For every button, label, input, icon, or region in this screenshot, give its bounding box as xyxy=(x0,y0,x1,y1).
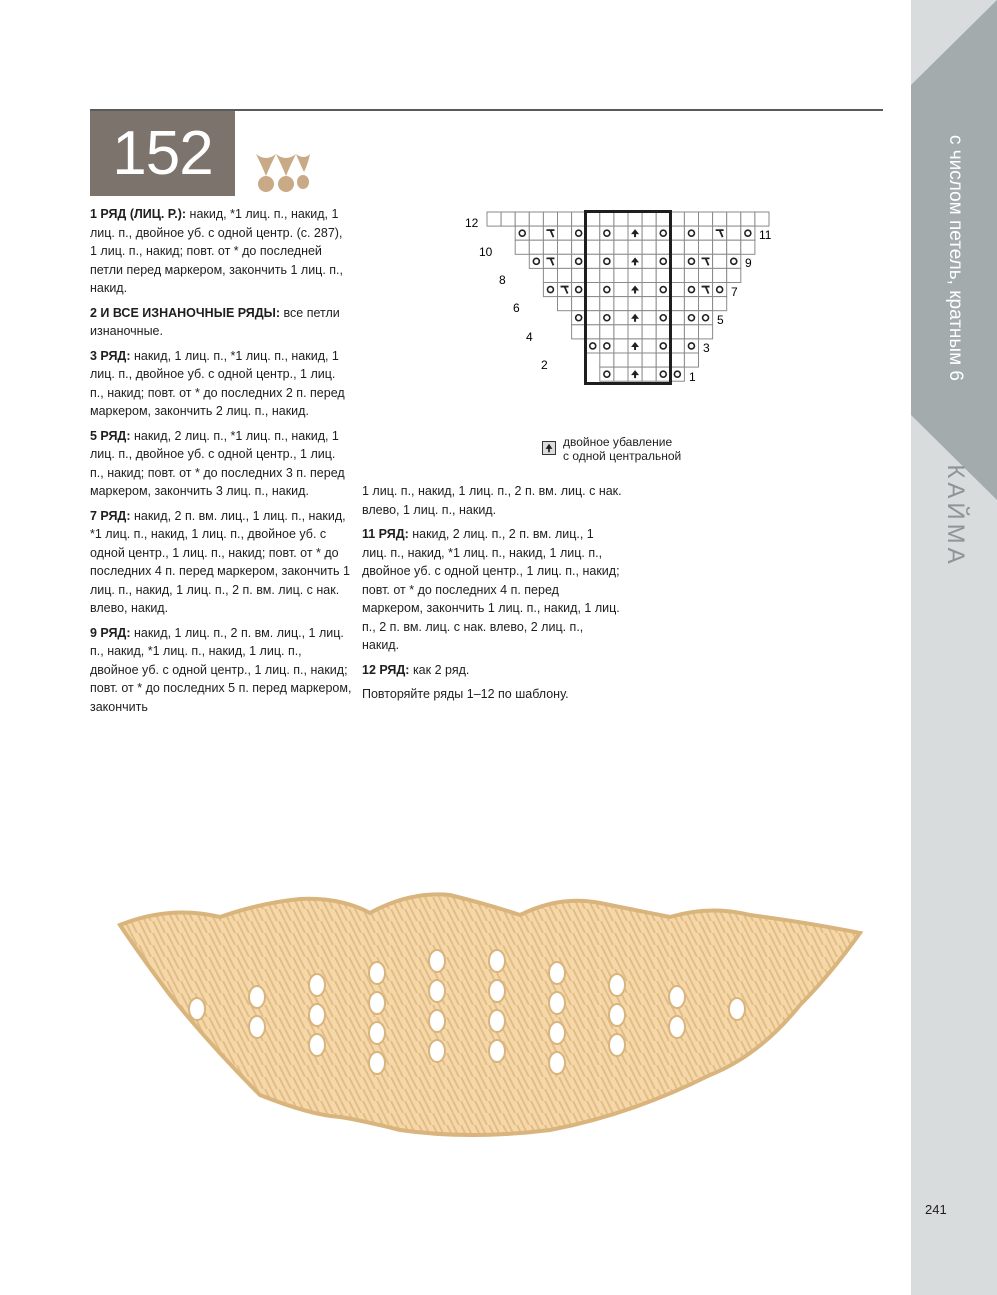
chart-cell xyxy=(487,212,501,226)
row-label-2: 2 xyxy=(541,358,548,372)
row-label-3: 3 xyxy=(703,341,710,355)
chart-cell xyxy=(684,325,698,339)
row-label-11: 11 xyxy=(759,228,772,242)
chart-cell xyxy=(600,311,614,325)
chart-cell xyxy=(572,311,586,325)
row-label-9: 9 xyxy=(745,256,752,270)
chart-cell xyxy=(614,311,628,325)
eyelet-hole xyxy=(249,986,265,1008)
instructions-right-column xyxy=(362,482,622,710)
chart-cell xyxy=(727,268,741,282)
chart-cell xyxy=(600,339,614,353)
chart-cell xyxy=(614,297,628,311)
chart-cell xyxy=(656,297,670,311)
chart-cell xyxy=(670,311,684,325)
chart-cell xyxy=(642,325,656,339)
chart-cell xyxy=(572,325,586,339)
instruction-row-5: 5 РЯД: накид, 2 лиц. п., *1 лиц. п., накид, 1 лиц. п., двойное уб. с одной центр., 1 лиц. п., накид; повт. от * до последних 3 п. перед маркером, закончить 3 лиц. п., накид. xyxy=(90,428,345,498)
eyelet-hole xyxy=(309,1004,325,1026)
chart-cell xyxy=(614,339,628,353)
eyelet-hole xyxy=(369,1052,385,1074)
chart-cell xyxy=(600,325,614,339)
chart-cell xyxy=(529,254,543,268)
chart-cell xyxy=(670,297,684,311)
chapter-subtitle: с числом петель, кратным 6 xyxy=(945,135,966,381)
chart-cell xyxy=(670,212,684,226)
row-label-4: 4 xyxy=(526,330,533,344)
pattern-number: 152 xyxy=(90,111,235,196)
instruction-row-7: 7 РЯД: накид, 2 п. вм. лиц., 1 лиц. п., накид, *1 лиц. п., накид, 1 лиц. п., двойное уб. с одной центр., 1 лиц. п., накид; повт. от * до последних 4 п. перед маркером, закончить 1 лиц. п., накид, 1 лиц. п., 2 п. вм. лиц. с нак. влево, накид. xyxy=(90,508,350,615)
eyelet-hole xyxy=(489,950,505,972)
eyelet-hole xyxy=(309,974,325,996)
row-label-8: 8 xyxy=(499,273,506,287)
chart-cell xyxy=(642,226,656,240)
chart-cell xyxy=(628,353,642,367)
instruction-row-12: 12 РЯД: как 2 ряд. xyxy=(362,662,470,677)
chart-cell xyxy=(614,254,628,268)
chart-cell xyxy=(656,325,670,339)
chart-cell xyxy=(699,297,713,311)
chart-cell xyxy=(642,311,656,325)
chart-cell xyxy=(670,283,684,297)
chart-cell xyxy=(529,226,543,240)
chart-cell xyxy=(501,212,515,226)
instruction-repeat: Повторяйте ряды 1–12 по шаблону. xyxy=(362,687,569,701)
chart-cell xyxy=(558,268,572,282)
instruction-row-9-cont: 1 лиц. п., накид, 1 лиц. п., 2 п. вм. лиц. с нак. влево, 1 лиц. п., накид. xyxy=(362,484,622,517)
chart-cell xyxy=(558,212,572,226)
chart-cell xyxy=(558,283,572,297)
chart-cell xyxy=(543,283,557,297)
chart-cell xyxy=(684,268,698,282)
chart-cell xyxy=(670,325,684,339)
chart-cell xyxy=(656,283,670,297)
chart-cell xyxy=(586,240,600,254)
eyelet-hole xyxy=(549,962,565,984)
chart-cell xyxy=(515,226,529,240)
chart-cell xyxy=(600,283,614,297)
chart-cell xyxy=(543,254,557,268)
chart-cell xyxy=(727,226,741,240)
eyelet-hole xyxy=(249,1016,265,1038)
chart-cell xyxy=(713,212,727,226)
instruction-row-2: 2 И ВСЕ ИЗНАНОЧНЫЕ РЯДЫ: все петли изнаночные. xyxy=(90,305,340,338)
chart-cell xyxy=(727,212,741,226)
chart-cell xyxy=(713,297,727,311)
chart-cell xyxy=(515,212,529,226)
chart-cell xyxy=(727,240,741,254)
chart-cell xyxy=(558,240,572,254)
double-decrease-symbol-icon xyxy=(542,441,556,455)
chart-cell xyxy=(543,268,557,282)
chart-cell xyxy=(741,240,755,254)
chart-cell xyxy=(699,226,713,240)
eyelet-hole xyxy=(429,980,445,1002)
knitted-swatch-photo xyxy=(110,885,870,1145)
chart-cell xyxy=(529,212,543,226)
chart-cell xyxy=(670,367,684,381)
chart-cell xyxy=(572,283,586,297)
chart-cell xyxy=(543,212,557,226)
chart-cell xyxy=(699,268,713,282)
chart-cell xyxy=(670,240,684,254)
legend-label-line-2: с одной центральной xyxy=(563,449,682,463)
chart-cell xyxy=(684,212,698,226)
chart-cell xyxy=(628,212,642,226)
instruction-row-1: 1 РЯД (ЛИЦ. Р.): накид, *1 лиц. п., накид, 1 лиц. п., двойное уб. с одной центр. (с. 287), 1 лиц. п., накид; повт. от * до последней петли перед маркером, закончить 1 лиц. п., накид. xyxy=(90,207,343,295)
chart-cell xyxy=(656,240,670,254)
chart-cell xyxy=(529,240,543,254)
chart-cell xyxy=(628,240,642,254)
eyelet-hole xyxy=(669,1016,685,1038)
eyelet-hole xyxy=(189,998,205,1020)
chart-cell xyxy=(572,254,586,268)
chart-cell xyxy=(713,268,727,282)
eyelet-hole xyxy=(729,998,745,1020)
chart-cell xyxy=(558,297,572,311)
chart-cell xyxy=(614,283,628,297)
chart-cell xyxy=(642,254,656,268)
chart-cell xyxy=(642,339,656,353)
chart-cell xyxy=(586,297,600,311)
chart-cell xyxy=(741,212,755,226)
chart-cell xyxy=(642,367,656,381)
eyelet-hole xyxy=(609,1034,625,1056)
eyelet-hole xyxy=(429,1040,445,1062)
chart-cell xyxy=(670,254,684,268)
row-label-7: 7 xyxy=(731,285,738,299)
chart-cell xyxy=(586,283,600,297)
chart-cell xyxy=(586,268,600,282)
eyelet-hole xyxy=(489,980,505,1002)
eyelet-hole xyxy=(669,986,685,1008)
eyelet-hole xyxy=(429,950,445,972)
chart-cell xyxy=(558,226,572,240)
chart-cell xyxy=(558,254,572,268)
chart-cell xyxy=(642,353,656,367)
chart-cell xyxy=(642,268,656,282)
chart-cell xyxy=(543,226,557,240)
chart-cell xyxy=(656,254,670,268)
chart-cell xyxy=(713,226,727,240)
chart-cell xyxy=(670,268,684,282)
chart-cell xyxy=(572,240,586,254)
chart-cell xyxy=(543,240,557,254)
legend-label-line-1: двойное убавление xyxy=(563,435,673,449)
eyelet-hole xyxy=(609,1004,625,1026)
chart-cell xyxy=(515,240,529,254)
chart-cell xyxy=(684,297,698,311)
chart-cell xyxy=(600,367,614,381)
chart-cell xyxy=(600,226,614,240)
chart-cell xyxy=(656,226,670,240)
chart-cell xyxy=(642,240,656,254)
chart-cell xyxy=(572,268,586,282)
chart-cell xyxy=(684,311,698,325)
two-yarn-skeins-icon xyxy=(252,150,312,195)
chart-cell xyxy=(586,339,600,353)
chart-cell xyxy=(586,325,600,339)
eyelet-hole xyxy=(369,1022,385,1044)
eyelet-hole xyxy=(549,992,565,1014)
chart-cell xyxy=(600,240,614,254)
chart-cell xyxy=(670,339,684,353)
chart-cell xyxy=(628,325,642,339)
chart-cell xyxy=(699,311,713,325)
eyelet-hole xyxy=(369,992,385,1014)
chart-cell xyxy=(684,240,698,254)
chart-cell xyxy=(670,226,684,240)
eyelet-hole xyxy=(549,1022,565,1044)
chart-cell xyxy=(642,297,656,311)
eyelet-hole xyxy=(369,962,385,984)
chart-cell xyxy=(600,353,614,367)
chart-cell xyxy=(642,283,656,297)
chart-cell xyxy=(614,268,628,282)
chart-cell xyxy=(684,353,698,367)
chart-cell xyxy=(614,226,628,240)
eyelet-hole xyxy=(309,1034,325,1056)
row-label-10: 10 xyxy=(479,245,493,259)
chart-cell xyxy=(656,212,670,226)
chart-cell xyxy=(600,212,614,226)
chart-cell xyxy=(755,212,769,226)
eyelet-hole xyxy=(429,1010,445,1032)
chart-cell xyxy=(684,226,698,240)
chart-cell xyxy=(586,254,600,268)
chart-cell xyxy=(600,268,614,282)
chart-cell xyxy=(684,283,698,297)
chart-cell xyxy=(699,240,713,254)
chart-cell xyxy=(586,226,600,240)
chart-cell xyxy=(614,240,628,254)
chart-cell xyxy=(614,212,628,226)
eyelet-hole xyxy=(549,1052,565,1074)
row-label-5: 5 xyxy=(717,313,724,327)
chart-cell xyxy=(741,226,755,240)
eyelet-hole xyxy=(489,1010,505,1032)
chart-cell xyxy=(727,254,741,268)
chart-cell xyxy=(614,325,628,339)
instruction-row-9: 9 РЯД: накид, 1 лиц. п., 2 п. вм. лиц., 1 лиц. п., накид, *1 лиц. п., накид, 1 лиц. п., двойное уб. с одной центр., 1 лиц. п., накид; повт. от * до последних 5 п. перед маркером, закончить xyxy=(90,625,352,714)
chart-cell xyxy=(713,240,727,254)
chart-cell xyxy=(656,311,670,325)
chart-cell xyxy=(656,353,670,367)
chart-cell xyxy=(699,254,713,268)
eyelet-hole xyxy=(609,974,625,996)
instruction-row-11: 11 РЯД: накид, 2 лиц. п., 2 п. вм. лиц., 1 лиц. п., накид, *1 лиц. п., накид, 1 лиц. п., двойное уб. с одной центр., 1 лиц. п., накид; повт. от * до последних 4 п. перед маркером, закончить 1 лиц. п., накид, 1 лиц. п., 2 п. вм. лиц. с нак. влево, 2 лиц. п., накид. xyxy=(362,527,620,652)
chart-cell xyxy=(684,339,698,353)
chart-cell xyxy=(586,212,600,226)
row-label-12: 12 xyxy=(465,216,479,230)
chart-cell xyxy=(642,212,656,226)
chart-cell xyxy=(572,226,586,240)
eyelet-hole xyxy=(489,1040,505,1062)
row-label-6: 6 xyxy=(513,301,520,315)
chart-cell xyxy=(628,297,642,311)
chart-cell xyxy=(713,254,727,268)
instruction-row-3: 3 РЯД: накид, 1 лиц. п., *1 лиц. п., накид, 1 лиц. п., двойное уб. с одной центр., 1 лиц. п., накид; повт. от * до последних 2 п. перед маркером, закончить 2 лиц. п., накид. xyxy=(90,348,345,418)
chart-cell xyxy=(656,339,670,353)
chart-cell xyxy=(656,268,670,282)
chart-cell xyxy=(713,283,727,297)
chart-cell xyxy=(699,212,713,226)
chart-cell xyxy=(670,353,684,367)
chart-cell xyxy=(614,367,628,381)
chart-cell xyxy=(628,268,642,282)
chart-cell xyxy=(699,283,713,297)
knitting-chart xyxy=(458,205,778,395)
page-number: 241 xyxy=(925,1202,947,1217)
row-label-1: 1 xyxy=(689,370,696,384)
chart-cell xyxy=(600,297,614,311)
chart-cell xyxy=(699,325,713,339)
instructions-left-column xyxy=(90,205,352,722)
chapter-side-tab xyxy=(911,0,997,1295)
chart-cell xyxy=(614,353,628,367)
chapter-title: КАЙМА xyxy=(942,464,969,568)
chart-cell xyxy=(684,254,698,268)
chart-cell xyxy=(600,254,614,268)
chart-cell xyxy=(572,297,586,311)
chart-cell xyxy=(656,367,670,381)
chart-cell xyxy=(572,212,586,226)
chart-cell xyxy=(586,311,600,325)
